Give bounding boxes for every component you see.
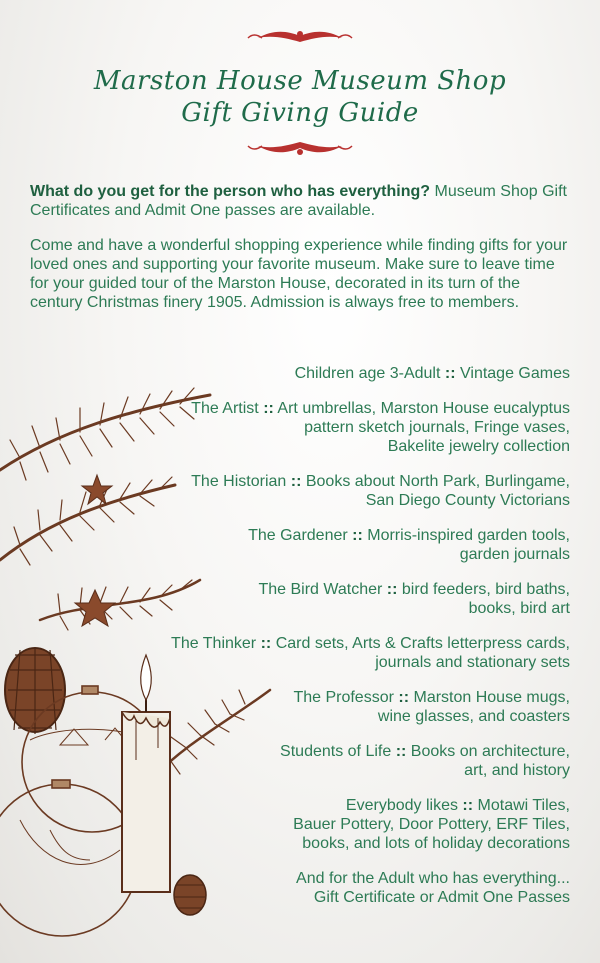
gift-line [150, 742, 570, 761]
gift-item [150, 364, 570, 383]
gift-list [150, 364, 570, 923]
gift-line [150, 526, 570, 545]
gift-line [150, 364, 570, 383]
separator: :: [462, 797, 474, 814]
gift-recipient: Children age 3-Adult [294, 365, 441, 382]
separator: :: [352, 527, 363, 544]
gift-detail: bird feeders, bird baths, [401, 581, 570, 598]
gift-detail: pattern sketch journals, Fringe vases, [304, 419, 570, 436]
title-line-1: Marston House Museum Shop [93, 66, 507, 96]
gift-item [150, 472, 570, 510]
gift-item [150, 399, 570, 456]
intro-question-text: What do you get for the person who has everything? [30, 183, 431, 200]
gift-recipient: Students of Life [280, 743, 392, 760]
closing-line-1: And for the Adult who has everything... [296, 870, 570, 887]
gift-detail: Vintage Games [460, 365, 570, 382]
gift-detail: garden journals [459, 546, 570, 563]
gift-line [150, 399, 570, 418]
gift-recipient: The Artist [191, 400, 259, 417]
gift-item [150, 742, 570, 780]
gift-detail: art, and history [464, 762, 570, 779]
bottom-flourish [248, 142, 352, 155]
closing [150, 869, 570, 907]
intro-paragraph: Come and have a wonderful shopping experience while finding gifts for your loved ones and supporting your favorite museum. Make sure to leave time for your guided tour of the Marston House, decorated in its turn of the century Christmas finery 1905. Admission is always free to members. [30, 237, 568, 311]
gift-detail: journals and stationary sets [375, 654, 570, 671]
gift-detail: Motawi Tiles, [477, 797, 570, 814]
gift-recipient: The Historian [191, 473, 287, 490]
gift-line [150, 796, 570, 815]
gift-item [150, 796, 570, 853]
gift-detail: books, and lots of holiday decorations [302, 835, 570, 852]
gift-detail: Bauer Pottery, Door Pottery, ERF Tiles, [293, 816, 570, 833]
gift-detail: Morris-inspired garden tools, [367, 527, 570, 544]
gift-detail: Art umbrellas, Marston House eucalyptus [277, 400, 570, 417]
separator: :: [263, 400, 274, 417]
gift-recipient: The Bird Watcher [258, 581, 383, 598]
separator: :: [444, 365, 456, 382]
intro-question [30, 182, 575, 220]
gift-recipient: Everybody likes [345, 797, 458, 814]
gift-line [150, 634, 570, 653]
gift-detail: books, bird art [468, 600, 570, 617]
gift-line [150, 472, 570, 491]
gift-detail: Books about North Park, Burlingame, [305, 473, 570, 490]
gift-item [150, 634, 570, 672]
intro-answer-text: Museum Shop Gift Certificates and Admit One passes are available. [30, 183, 567, 219]
gift-detail: San Diego County Victorians [365, 492, 570, 509]
gift-detail: Books on architecture, [410, 743, 570, 760]
title-line-2: Gift Giving Guide [181, 98, 419, 128]
gift-item [150, 526, 570, 564]
gift-item [150, 688, 570, 726]
star-ornaments [75, 475, 115, 626]
gift-detail: wine glasses, and coasters [377, 708, 570, 725]
closing-line-2: Gift Certificate or Admit One Passes [313, 889, 570, 906]
gift-item [150, 580, 570, 618]
gift-line [150, 688, 570, 707]
separator: :: [260, 635, 272, 652]
separator: :: [290, 473, 302, 490]
gift-detail: Marston House mugs, [413, 689, 570, 706]
gift-detail: Card sets, Arts & Crafts letterpress cards, [275, 635, 570, 652]
gift-recipient: The Gardener [248, 527, 348, 544]
separator: :: [398, 689, 410, 706]
gift-line [150, 580, 570, 599]
separator: :: [395, 743, 407, 760]
top-flourish [248, 31, 352, 42]
gift-recipient: The Professor [293, 689, 394, 706]
gift-detail: Bakelite jewelry collection [387, 438, 570, 455]
separator: :: [386, 581, 398, 598]
gift-recipient: The Thinker [171, 635, 257, 652]
